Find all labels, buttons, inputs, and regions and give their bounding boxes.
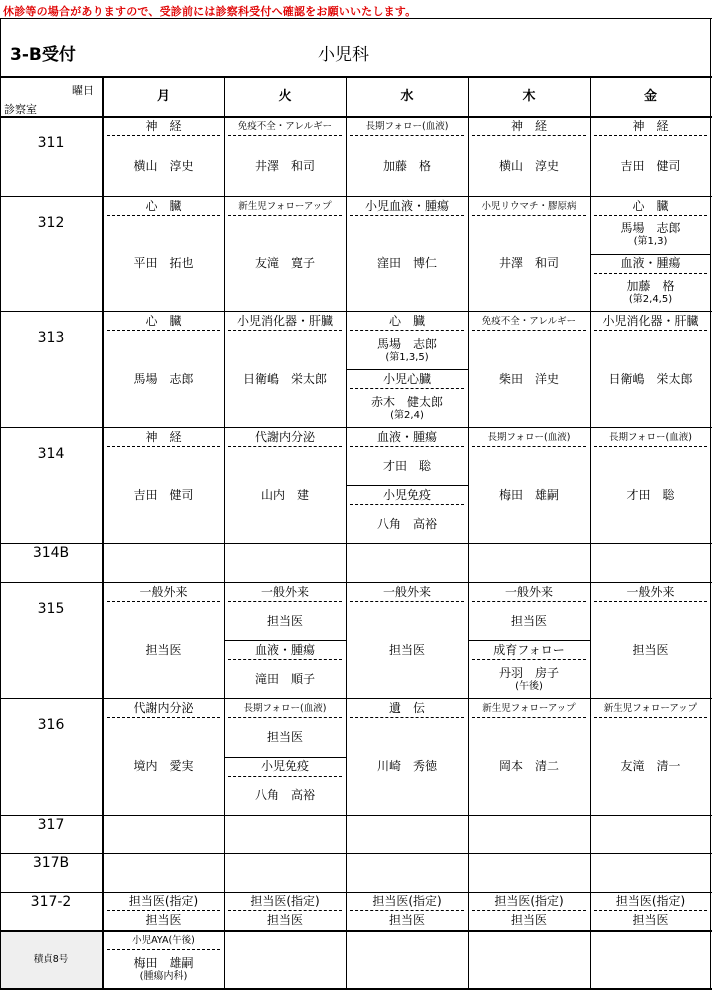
room-label-314: 314 bbox=[37, 446, 65, 462]
doctor-name-text: 馬場 志郎 bbox=[620, 221, 681, 236]
title-top-line bbox=[0, 18, 712, 19]
schedule-note: (第1,3,5) bbox=[385, 351, 429, 363]
doctor-name bbox=[346, 911, 468, 930]
specialty-label: 神 経 bbox=[145, 429, 182, 444]
doctor-name bbox=[590, 602, 711, 698]
doctor-name bbox=[590, 331, 711, 427]
notice-banner: 休診等の場合がありますので、受診前には診察科受付へ確認をお願いいたします。 bbox=[3, 5, 417, 18]
doctor-name-text: 担当医 bbox=[266, 913, 303, 927]
row-divider bbox=[0, 543, 712, 544]
specialty-label: 遺 伝 bbox=[388, 700, 425, 715]
doctor-name-text: 井澤 和司 bbox=[498, 256, 559, 270]
doctor-name-text: 境内 愛実 bbox=[133, 759, 194, 773]
doctor-name bbox=[224, 718, 346, 757]
specialty-label: 長期フォロー(血液) bbox=[365, 120, 449, 132]
specialty-label: 一般外来 bbox=[139, 584, 188, 599]
sub-slot-divider bbox=[224, 757, 346, 758]
specialty-label: 小児免疫 bbox=[260, 759, 309, 773]
room-label-316: 316 bbox=[37, 717, 65, 733]
specialty-label: 成育フォロー bbox=[493, 642, 565, 657]
doctor-name-text: 吉田 健司 bbox=[620, 158, 681, 173]
schedule-note: (第1,3) bbox=[633, 236, 668, 248]
specialty-label: 心 臓 bbox=[632, 198, 669, 213]
doctor-name-text: 担当医 bbox=[266, 613, 303, 628]
doctor-name bbox=[468, 718, 590, 815]
specialty-label: 長期フォロー(血液) bbox=[487, 431, 571, 443]
specialty-label: 神 経 bbox=[632, 118, 669, 133]
doctor-name-text: 才田 聡 bbox=[626, 487, 675, 502]
doctor-name-text: 馬場 志郎 bbox=[376, 336, 437, 351]
doctor-name-text: 担当医 bbox=[388, 642, 425, 657]
room-label-314B: 314B bbox=[32, 545, 70, 561]
doctor-name-text: 八角 高裕 bbox=[254, 788, 315, 803]
specialty-label: 神 経 bbox=[510, 118, 547, 133]
doctor-name-text: 赤木 健太郎 bbox=[370, 394, 443, 409]
doctor-name bbox=[224, 602, 346, 640]
specialty-label: 小児免疫 bbox=[382, 487, 431, 502]
doctor-name bbox=[468, 331, 590, 427]
specialty-label: 小児血液・腫瘍 bbox=[364, 198, 449, 213]
doctor-name-text: 平田 拓也 bbox=[133, 256, 194, 270]
specialty-label: 一般外来 bbox=[382, 584, 431, 599]
room-label-312: 312 bbox=[37, 215, 65, 231]
doctor-name-text: 加藤 格 bbox=[382, 158, 431, 173]
doctor-name-text: 梅田 雄嗣 bbox=[133, 956, 194, 970]
specialty-label: 小児AYA(午後) bbox=[132, 934, 195, 946]
doctor-name bbox=[346, 216, 468, 311]
specialty-label: 長期フォロー(血液) bbox=[609, 431, 692, 443]
room-label-積貞8号: 積貞8号 bbox=[33, 954, 69, 965]
doctor-name-text: 担当医 bbox=[632, 642, 669, 657]
doctor-name-text: 担当医 bbox=[145, 913, 182, 927]
day-header-4: 金 bbox=[643, 88, 657, 104]
doctor-name bbox=[346, 136, 468, 196]
doctor-name-text: 友滝 清一 bbox=[620, 759, 681, 773]
specialty-label: 一般外来 bbox=[260, 584, 309, 599]
specialty-label: 新生児フォローアップ bbox=[238, 200, 332, 212]
specialty-label: 血液・腫瘍 bbox=[620, 256, 681, 270]
specialty-label: 心 臓 bbox=[145, 313, 182, 328]
doctor-name bbox=[103, 447, 224, 543]
doctor-name bbox=[224, 660, 346, 698]
room-label-317: 317 bbox=[37, 817, 65, 833]
specialty-label: 一般外来 bbox=[504, 584, 553, 599]
specialty-label: 心 臓 bbox=[388, 313, 425, 328]
doctor-name bbox=[468, 216, 590, 311]
doctor-name-text: 梅田 雄嗣 bbox=[498, 487, 559, 502]
room-label-317-2: 317-2 bbox=[30, 894, 72, 910]
specialty-label: 代謝内分泌 bbox=[254, 429, 315, 444]
corner-room-label: 診察室 bbox=[4, 103, 37, 116]
sub-slot-divider bbox=[468, 640, 590, 641]
doctor-name-text: 才田 聡 bbox=[382, 458, 431, 473]
doctor-name bbox=[224, 911, 346, 930]
specialty-label: 免疫不全・アレルギー bbox=[481, 315, 577, 327]
doctor-with-note bbox=[346, 389, 468, 427]
doctor-name-text: 担当医 bbox=[510, 613, 547, 628]
doctor-name-text: 井澤 和司 bbox=[254, 158, 315, 173]
doctor-name bbox=[103, 602, 224, 698]
schedule-note: (腫瘍内科) bbox=[139, 971, 188, 982]
doctor-name-text: 横山 淳史 bbox=[133, 158, 194, 173]
specialty-label: 新生児フォローアップ bbox=[482, 702, 576, 714]
doctor-name bbox=[224, 331, 346, 427]
doctor-with-note bbox=[468, 660, 590, 698]
doctor-name-text: 馬場 志郎 bbox=[133, 371, 194, 386]
specialty-label: 一般外来 bbox=[626, 584, 675, 599]
sub-slot-divider bbox=[224, 640, 346, 641]
specialty-label: 担当医(指定) bbox=[615, 894, 686, 908]
schedule-note: (第2,4,5) bbox=[628, 293, 673, 305]
doctor-name bbox=[468, 602, 590, 640]
specialty-label: 担当医(指定) bbox=[494, 894, 564, 908]
room-label-311: 311 bbox=[37, 135, 65, 151]
doctor-name bbox=[103, 911, 224, 930]
specialty-label: 担当医(指定) bbox=[128, 894, 199, 908]
doctor-name-text: 担当医 bbox=[632, 913, 669, 927]
room-label-313: 313 bbox=[37, 330, 65, 346]
specialty-label: 神 経 bbox=[145, 118, 182, 133]
doctor-name bbox=[103, 216, 224, 311]
doctor-name-text: 滝田 順子 bbox=[254, 671, 315, 686]
doctor-name bbox=[590, 136, 711, 196]
sub-slot-divider bbox=[346, 369, 468, 370]
specialty-label: 小児消化器・肝臓 bbox=[236, 313, 333, 328]
reception-label: 3-B受付 bbox=[10, 45, 76, 65]
doctor-name bbox=[468, 911, 590, 930]
specialty-label: 長期フォロー(血液) bbox=[243, 702, 327, 714]
specialty-label: 免疫不全・アレルギー bbox=[237, 120, 333, 132]
doctor-name bbox=[103, 718, 224, 815]
specialty-label: 担当医(指定) bbox=[372, 894, 442, 908]
doctor-name-text: 担当医 bbox=[266, 729, 303, 744]
doctor-name-text: 日衛嶋 栄太郎 bbox=[608, 371, 693, 386]
room-label-317B: 317B bbox=[32, 855, 70, 871]
doctor-name-text: 柴田 洋史 bbox=[498, 371, 559, 386]
doctor-name-text: 川崎 秀徳 bbox=[376, 759, 437, 773]
doctor-name-text: 吉田 健司 bbox=[133, 487, 194, 502]
specialty-label: 心 臓 bbox=[145, 198, 182, 213]
doctor-name bbox=[103, 331, 224, 427]
doctor-name bbox=[346, 718, 468, 815]
day-header-2: 水 bbox=[400, 88, 414, 104]
specialty-label: 血液・腫瘍 bbox=[254, 642, 315, 657]
specialty-label: 小児リウマチ・膠原病 bbox=[481, 200, 577, 212]
doctor-name-text: 横山 淳史 bbox=[498, 158, 559, 173]
specialty-label: 小児消化器・肝臓 bbox=[602, 313, 699, 328]
day-header-3: 木 bbox=[522, 88, 536, 104]
doctor-name-text: 担当医 bbox=[145, 642, 182, 657]
doctor-name-text: 担当医 bbox=[510, 913, 547, 927]
doctor-name bbox=[590, 718, 711, 815]
doctor-name bbox=[224, 136, 346, 196]
day-header-0: 月 bbox=[156, 88, 170, 104]
specialty-label: 新生児フォローアップ bbox=[603, 702, 698, 714]
doctor-name-text: 日衛嶋 栄太郎 bbox=[242, 371, 327, 386]
doctor-with-note bbox=[103, 950, 224, 989]
doctor-name bbox=[224, 777, 346, 816]
sub-slot-divider bbox=[346, 485, 468, 486]
department-title: 小児科 bbox=[318, 45, 369, 65]
doctor-name-text: 窪田 博仁 bbox=[376, 256, 437, 270]
doctor-name bbox=[224, 447, 346, 543]
doctor-name-text: 山内 建 bbox=[260, 487, 309, 502]
doctor-name bbox=[468, 447, 590, 543]
schedule-note: (第2,4) bbox=[390, 409, 424, 421]
doctor-name bbox=[346, 602, 468, 698]
specialty-label: 血液・腫瘍 bbox=[376, 429, 437, 444]
sub-slot-divider bbox=[590, 254, 711, 255]
specialty-label: 担当医(指定) bbox=[250, 894, 320, 908]
doctor-name-text: 担当医 bbox=[388, 913, 425, 927]
specialty-label: 小児心臓 bbox=[382, 371, 431, 386]
doctor-name bbox=[590, 911, 711, 930]
doctor-name bbox=[590, 447, 711, 543]
doctor-name bbox=[346, 447, 468, 485]
doctor-name bbox=[346, 505, 468, 543]
doctor-name bbox=[103, 136, 224, 196]
room-label-315: 315 bbox=[37, 601, 65, 617]
doctor-name-text: 岡本 清二 bbox=[498, 759, 559, 773]
row-divider bbox=[0, 853, 712, 854]
doctor-with-note bbox=[346, 331, 468, 369]
row-divider bbox=[0, 815, 712, 816]
doctor-name bbox=[224, 216, 346, 311]
doctor-name-text: 友滝 寛子 bbox=[254, 256, 315, 270]
doctor-with-note bbox=[590, 274, 711, 312]
corner-day-label: 曜日 bbox=[72, 84, 94, 97]
doctor-name-text: 加藤 格 bbox=[626, 278, 675, 293]
schedule-note: (午後) bbox=[515, 680, 543, 692]
doctor-name-text: 八角 高裕 bbox=[376, 516, 437, 531]
specialty-label: 代謝内分泌 bbox=[133, 700, 194, 715]
doctor-name bbox=[468, 136, 590, 196]
doctor-name-text: 丹羽 房子 bbox=[498, 665, 559, 680]
doctor-with-note bbox=[590, 216, 711, 254]
day-header-1: 火 bbox=[278, 88, 292, 104]
